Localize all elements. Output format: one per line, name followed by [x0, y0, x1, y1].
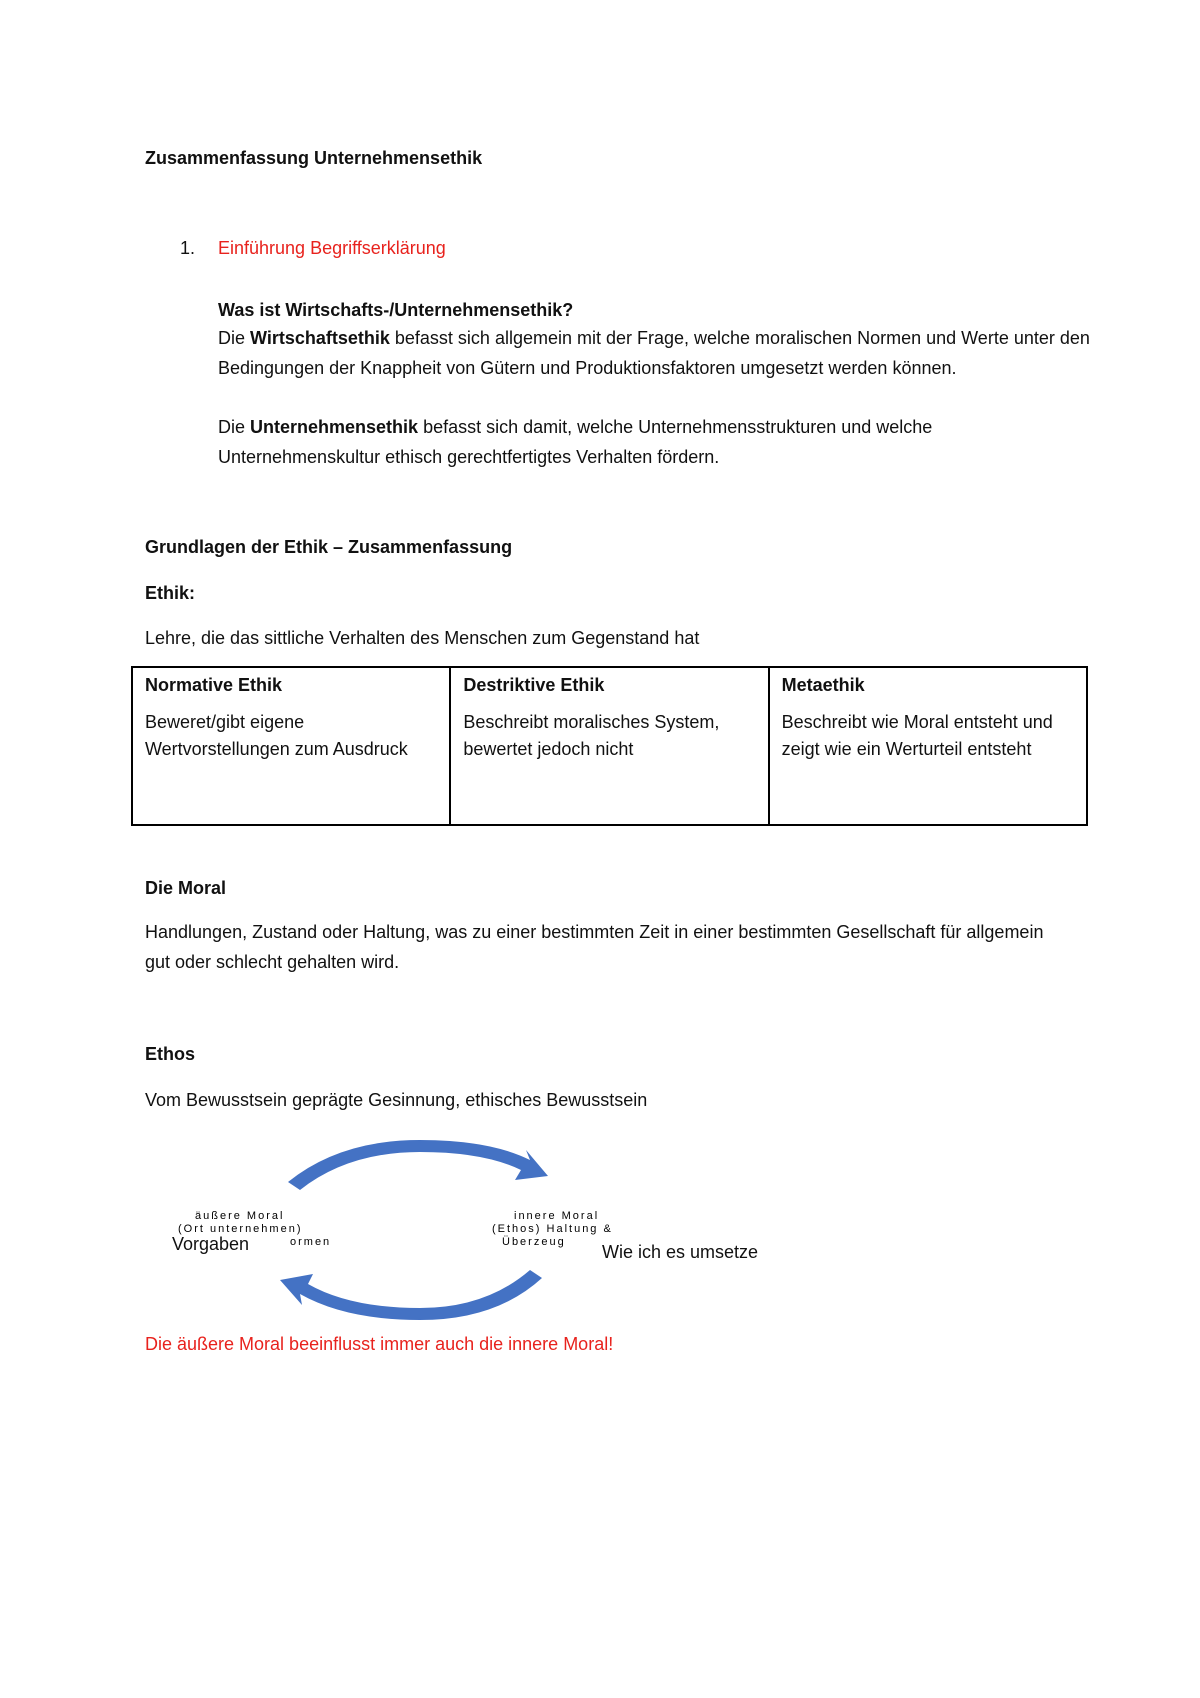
moral-cycle-diagram — [150, 1130, 800, 1340]
inner-moral-line2: (Ethos) Haltung & — [492, 1223, 613, 1235]
conclusion-statement: Die äußere Moral beeinflusst immer auch die innere Moral! — [145, 1334, 614, 1354]
paragraph-unternehmensethik — [218, 413, 1078, 472]
ethik-table — [131, 666, 1088, 826]
term-wirtschaftsethik: Wirtschaftsethik — [250, 328, 390, 348]
p1-prefix: Die — [218, 328, 251, 348]
ethik-label: Ethik: — [145, 583, 196, 603]
outer-moral-line2: (Ort unternehmen) — [178, 1223, 303, 1235]
normative-ethik-head: Normative Ethik — [145, 675, 283, 695]
table-cell-normative — [132, 667, 450, 825]
grundlagen-heading: Grundlagen der Ethik – Zusammenfassung — [145, 537, 513, 557]
moral-text: Handlungen, Zustand oder Haltung, was zu einer bestimmten Zeit in einer bestimmten Gesellschaft für allgemein gut oder schlecht gehalten wird. — [145, 922, 1044, 972]
term-unternehmensethik: Unternehmensethik — [250, 417, 419, 437]
inner-moral-line1: innere Moral — [514, 1210, 600, 1222]
question-heading: Was ist Wirtschafts-/Unternehmensethik? — [218, 300, 574, 320]
umsetzung-label: Wie ich es umsetze — [602, 1242, 759, 1262]
table-cell-destriktive — [450, 667, 768, 825]
section-number: 1. — [180, 238, 196, 258]
normative-ethik-text: Beweret/gibt eigene Wertvorstellungen zum Ausdruck — [145, 712, 408, 759]
moral-heading: Die Moral — [145, 878, 227, 898]
p1-text: befasst sich allgemein mit der Frage, welche moralischen Normen und Werte unter den Bedingungen der Knappheit von Gütern und Produktionsfaktoren umgesetzt werden können. — [218, 328, 1090, 378]
destriktive-ethik-head: Destriktive Ethik — [463, 675, 605, 695]
ethos-text: Vom Bewusstsein geprägte Gesinnung, ethisches Bewusstsein — [145, 1090, 648, 1110]
destriktive-ethik-text: Beschreibt moralisches System, bewertet jedoch nicht — [463, 712, 720, 759]
vorgaben-label: Vorgaben — [172, 1234, 250, 1254]
arrow-bottom — [280, 1270, 542, 1320]
metaethik-head: Metaethik — [781, 675, 865, 695]
paragraph-wirtschaftsethik — [218, 324, 1098, 383]
document-title: Zusammenfassung Unternehmensethik — [145, 148, 483, 168]
section-heading: Einführung Begriffserklärung — [218, 238, 446, 258]
ethik-definition: Lehre, die das sittliche Verhalten des Menschen zum Gegenstand hat — [145, 628, 700, 648]
p2-prefix: Die — [218, 417, 251, 437]
outer-moral-line1: äußere Moral — [195, 1210, 285, 1222]
metaethik-text: Beschreibt wie Moral entsteht und zeigt wie ein Werturteil entsteht — [781, 712, 1053, 759]
arrow-top — [288, 1140, 548, 1190]
p2-text: befasst sich damit, welche Unternehmensstrukturen und welche Unternehmenskultur ethisch gerechtfertigtes Verhalten fördern. — [218, 417, 933, 467]
outer-moral-line3: ormen — [290, 1236, 332, 1248]
inner-moral-line3: Überzeug — [502, 1236, 566, 1248]
table-cell-metaethik — [769, 667, 1087, 825]
ethos-heading: Ethos — [145, 1044, 196, 1064]
